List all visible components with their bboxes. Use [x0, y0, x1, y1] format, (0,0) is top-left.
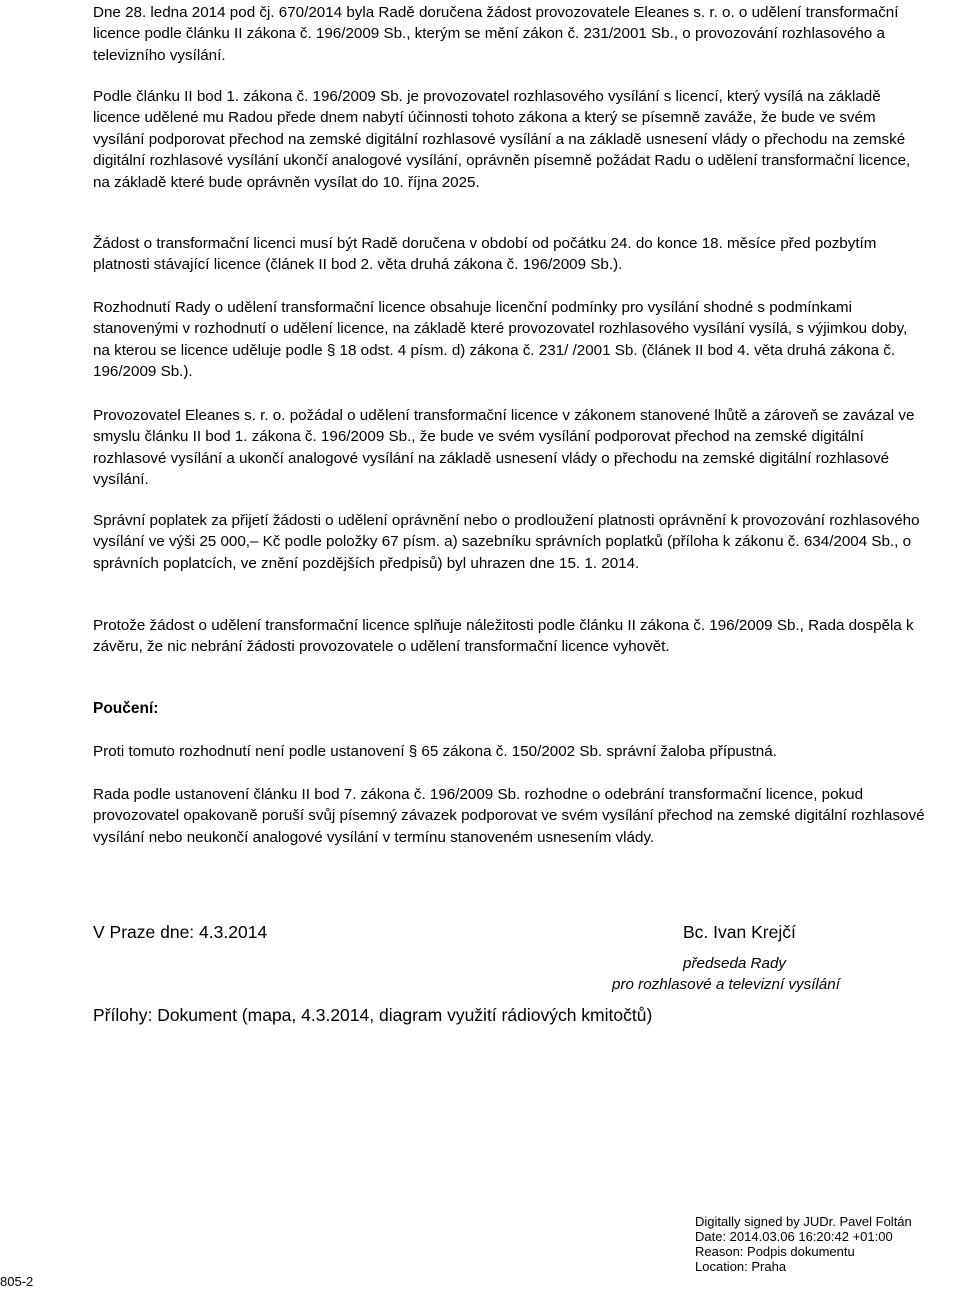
operator-request-paragraph: Provozovatel Eleanes s. r. o. požádal o udělení transformační licence v zákonem stanovené lhůtě a zároveň se zavázal ve smyslu článku II bod 1. zákona č. 196/2009 Sb., že bude ve svém vysílání podporovat přechod na zemské digitální rozhlasové vysílání a ukončí analogové vysílání na základě usnesení vlády o přechodu na zemské digitální rozhlasové vysílání.	[93, 407, 915, 489]
signatory-organization: pro rozhlasové a televizní vysílání	[612, 976, 840, 993]
page-code: 805-2	[0, 1274, 34, 1289]
instruction-paragraph-1: Proti tomuto rozhodnutí není podle ustanovení § 65 zákona č. 150/2002 Sb. správní žaloba přípustná.	[93, 743, 777, 760]
decision-paragraph: Protože žádost o udělení transformační licence splňuje náležitosti podle článku II zákona č. 196/2009 Sb., Rada dospěla k závěru, že nic nebrání žádosti provozovatele o udělení transformační licence vyhovět.	[93, 617, 914, 656]
signatory-role: předseda Rady	[683, 955, 787, 972]
administrative-fee-paragraph: Správní poplatek za přijetí žádosti o udělení oprávnění nebo o prodloužení platnosti oprávnění k provozování rozhlasového vysílání ve výši 25 000,– Kč podle položky 67 písm. a) sazebníku správních poplatků (příloha k zákonu č. 634/2004 Sb., o správních poplatcích, ve znění pozdějších předpisů) byl uhrazen dne 15. 1. 2014.	[93, 512, 920, 572]
digital-signature-block	[695, 1214, 912, 1274]
article-ii-paragraph: Podle článku II bod 1. zákona č. 196/2009 Sb. je provozovatel rozhlasového vysílání s licencí, který vysílá na základě licence udělené mu Radou přede dnem nabytí účinnosti tohoto zákona a který se písemně zaváže, že bude ve svém vysílání podporovat přechod na zemské digitální rozhlasové vysílání a na základě usnesení vlády o přechodu na zemské digitální rozhlasové vysílání ukončí analogové vysílání, oprávněn písemně požádat Radu o udělení transformační licence, na základě které bude oprávněn vysílat do 10. října 2025.	[93, 88, 911, 191]
signatory-name: Bc. Ivan Krejčí	[683, 922, 796, 942]
signature-signed-by: Digitally signed by JUDr. Pavel Foltán	[695, 1214, 912, 1229]
intro-paragraph: Dne 28. ledna 2014 pod čj. 670/2014 byla Radě doručena žádost provozovatele Eleanes s. r. o. o udělení transformační licence podle článku II zákona č. 196/2009 Sb., kterým se mění zákon č. 231/2001 Sb., o provozování rozhlasového a televizního vysílání.	[93, 4, 899, 64]
instruction-heading: Poučení:	[93, 700, 159, 717]
attachments-line: Přílohy: Dokument (mapa, 4.3.2014, diagram využití rádiových kmitočtů)	[93, 1005, 653, 1025]
signature-reason: Reason: Podpis dokumentu	[695, 1244, 855, 1259]
instruction-paragraph-2: Rada podle ustanovení článku II bod 7. zákona č. 196/2009 Sb. rozhodne o odebrání transformační licence, pokud provozovatel opakovaně poruší svůj písemný závazek podporovat ve svém vysílání přechod na zemské digitální rozhlasové vysílání nebo neukončí analogové vysílání v termínu stanoveném usnesením vlády.	[93, 786, 925, 846]
licence-conditions-paragraph: Rozhodnutí Rady o udělení transformační licence obsahuje licenční podmínky pro vysílání shodné s podmínkami stanovenými v rozhodnutí o udělení licence, na základě které provozovatel rozhlasového vysílání vysílá, s výjimkou doby, na kterou se licence uděluje podle § 18 odst. 4 písm. d) zákona č. 231/ /2001 Sb. (článek II bod 4. věta druhá zákona č. 196/2009 Sb.).	[93, 299, 908, 381]
application-deadline-paragraph: Žádost o transformační licenci musí být Radě doručena v období od počátku 24. do konce 18. měsíce před pozbytím platnosti stávající licence (článek II bod 2. věta druhá zákona č. 196/2009 Sb.).	[93, 235, 877, 274]
place-date: V Praze dne: 4.3.2014	[93, 922, 268, 942]
signature-location: Location: Praha	[695, 1259, 787, 1274]
signature-date: Date: 2014.03.06 16:20:42 +01:00	[695, 1229, 893, 1244]
